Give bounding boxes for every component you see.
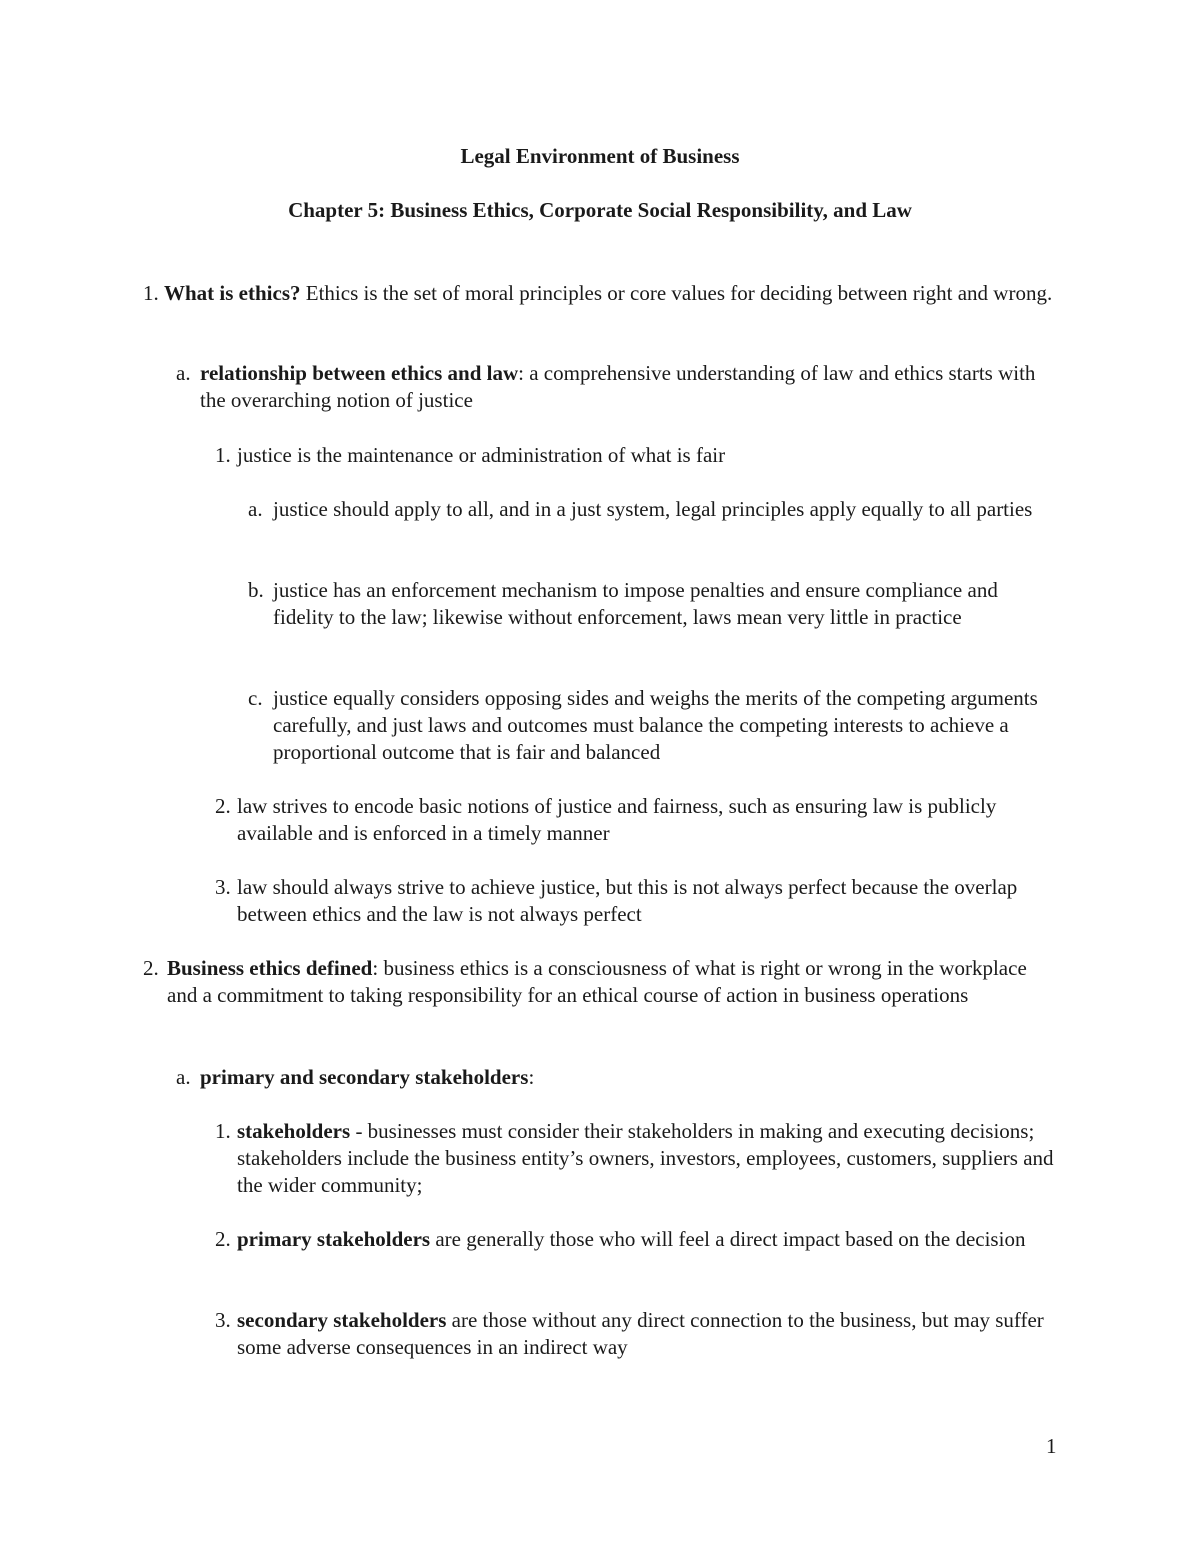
list-item-text — [215, 1307, 1060, 1361]
list-item-text: justice equally considers opposing sides and weighs the merits of the competing arguments carefully, and just laws and outcomes must balance the competing interests to achieve a proportional outcome that is fair and balanced — [273, 686, 1038, 764]
section-1-a-1 — [215, 442, 1060, 469]
section-2-a-term: primary and secondary stakeholders — [200, 1065, 529, 1089]
section-2-a-2 — [215, 1226, 1060, 1253]
term-definition: - businesses must consider their stakeholders in making and executing decisions; stakeholders include the business entity’s owners, investors, employees, customers, suppliers and the wider community; — [237, 1119, 1054, 1197]
section-1-a-1-a — [248, 496, 1060, 523]
list-marker: a. — [176, 1065, 191, 1089]
section-1-a-1-c — [248, 685, 1060, 766]
section-2-a-3 — [215, 1307, 1060, 1361]
list-marker: 1. — [215, 443, 231, 467]
section-2-a-text — [176, 1064, 1060, 1091]
section-2-a-colon: : — [528, 1065, 535, 1089]
list-item-text: law strives to encode basic notions of justice and fairness, such as ensuring law is publicly available and is enforced in a timely manner — [237, 794, 997, 845]
list-marker: 2. — [143, 956, 159, 980]
list-item-text — [215, 1226, 1060, 1253]
section-2-text — [143, 955, 1060, 1009]
list-item-text: justice should apply to all, and in a just system, legal principles apply equally to all parties — [273, 497, 1033, 521]
section-1-a — [176, 360, 1060, 414]
section-1-a-text — [176, 360, 1060, 414]
section-1-a-1-b — [248, 577, 1060, 631]
section-1-a-term: relationship between ethics and law — [200, 361, 519, 385]
list-marker: b. — [248, 578, 264, 602]
section-2-term: Business ethics defined — [167, 956, 373, 980]
document-title: Legal Environment of Business — [460, 144, 740, 168]
section-1-a-definition: : a comprehensive understanding of law and ethics starts with the overarching notion of justice — [200, 361, 1036, 412]
term-secondary-stakeholders: secondary stakeholders — [237, 1308, 447, 1332]
list-marker: 1. — [215, 1119, 231, 1143]
list-marker: 1. — [143, 281, 159, 305]
list-marker: 2. — [215, 1227, 231, 1251]
term-definition: are generally those who will feel a direct impact based on the decision — [430, 1227, 1026, 1251]
list-item-text: justice has an enforcement mechanism to impose penalties and ensure compliance and fidelity to the law; likewise without enforcement, laws mean very little in practice — [273, 578, 998, 629]
term-stakeholders: stakeholders — [237, 1119, 351, 1143]
chapter-heading: Chapter 5: Business Ethics, Corporate Social Responsibility, and Law — [288, 198, 912, 222]
section-1-term: What is ethics? — [164, 281, 301, 305]
section-2-a-1 — [215, 1118, 1060, 1199]
list-marker: c. — [248, 686, 263, 710]
section-2-definition: : business ethics is a consciousness of what is right or wrong in the workplace and a commitment to taking responsibility for an ethical course of action in business operations — [167, 956, 1027, 1007]
section-2 — [143, 955, 1060, 1009]
list-marker: 2. — [215, 794, 231, 818]
section-1-definition: Ethics is the set of moral principles or core values for deciding between right and wrong. — [300, 281, 1053, 305]
list-item-text: justice is the maintenance or administration of what is fair — [237, 443, 726, 467]
list-marker: a. — [176, 361, 191, 385]
list-marker: 3. — [215, 875, 231, 899]
section-1 — [143, 280, 1060, 307]
section-2-a — [176, 1064, 1060, 1091]
list-item-text — [215, 1118, 1060, 1199]
term-primary-stakeholders: primary stakeholders — [237, 1227, 431, 1251]
section-1-a-3 — [215, 874, 1060, 928]
section-1-text — [143, 280, 1060, 307]
section-1-a-2 — [215, 793, 1060, 847]
term-definition: are those without any direct connection to the business, but may suffer some adverse consequences in an indirect way — [237, 1308, 1044, 1359]
list-item-text: law should always strive to achieve justice, but this is not always perfect because the overlap between ethics and the law is not always perfect — [237, 875, 1018, 926]
list-marker: a. — [248, 497, 263, 521]
list-marker: 3. — [215, 1308, 231, 1332]
page-number: 1 — [1046, 1434, 1057, 1458]
